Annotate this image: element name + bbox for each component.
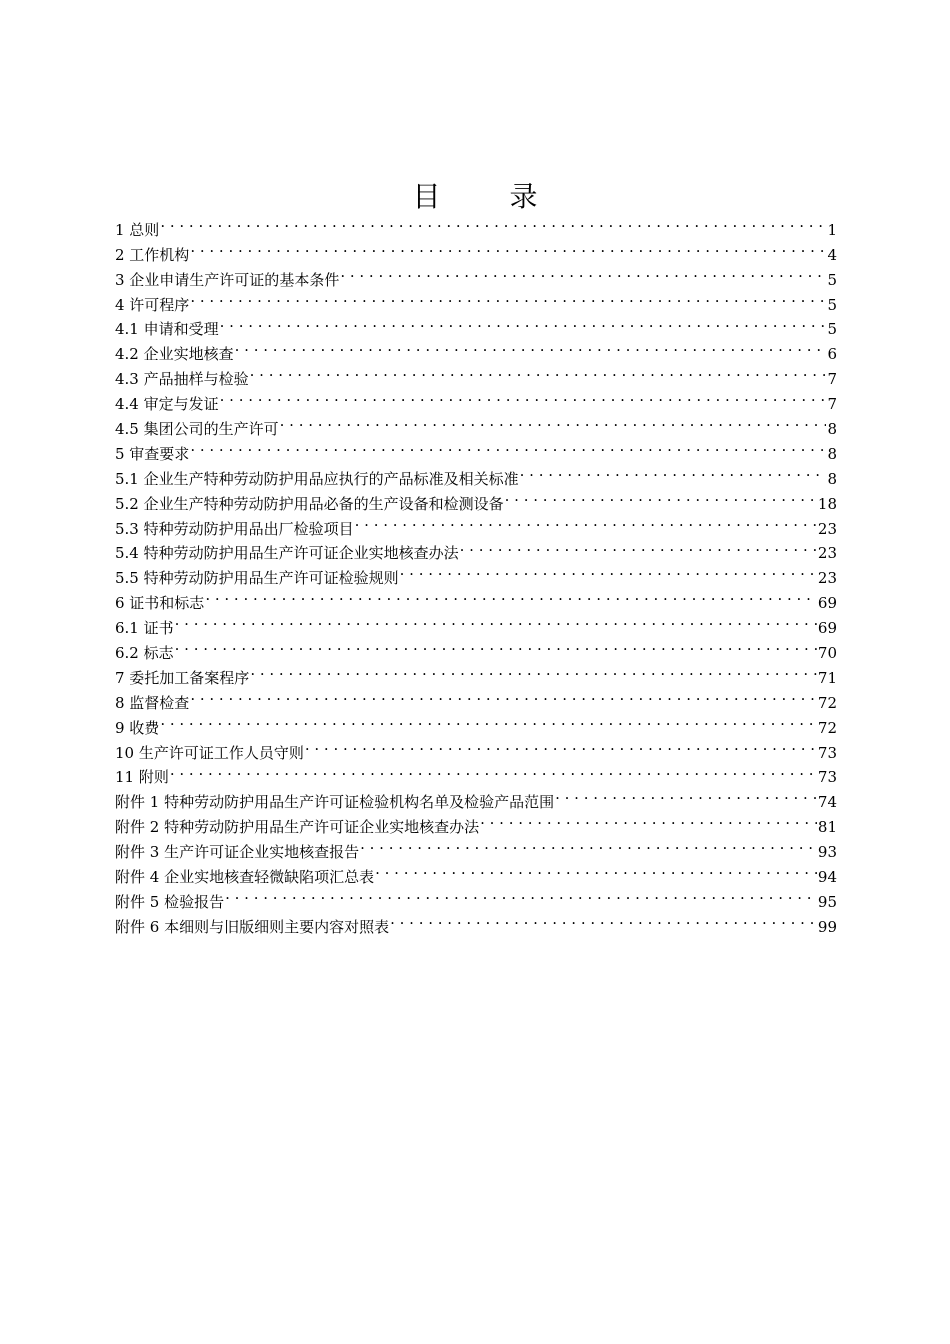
- toc-entry-page: 69: [817, 619, 837, 638]
- toc-entry-label: 11 附则: [115, 768, 169, 787]
- toc-entry-page: 72: [817, 718, 837, 737]
- toc-entry-page: 73: [817, 743, 837, 762]
- toc-entry-page: 93: [817, 843, 837, 862]
- toc-entry-page: 7: [827, 395, 837, 414]
- toc-entry-label: 9 收费: [115, 718, 160, 737]
- toc-entry[interactable]: [115, 758, 837, 787]
- toc-entry[interactable]: [115, 434, 837, 463]
- toc-entry-label: 6 证书和标志: [115, 594, 205, 613]
- toc-entry-page: 18: [817, 494, 837, 513]
- toc-entry-page: 8: [827, 420, 837, 439]
- toc-dot-leader: [360, 832, 817, 857]
- toc-dot-leader: [220, 384, 827, 409]
- toc-entry-label: 4.1 申请和受理: [115, 320, 219, 339]
- toc-dot-leader: [190, 683, 817, 708]
- table-of-contents: [115, 210, 837, 936]
- toc-entry[interactable]: [115, 334, 837, 364]
- toc-entry[interactable]: [115, 285, 837, 314]
- toc-entry-label: 4.3 产品抽样与检验: [115, 370, 249, 389]
- toc-dot-leader: [250, 658, 817, 683]
- toc-dot-leader: [190, 285, 826, 310]
- toc-entry-page: 94: [817, 868, 837, 887]
- toc-dot-leader: [170, 758, 817, 783]
- toc-entry-page: 7: [827, 370, 837, 389]
- toc-entry-label: 7 委托加工备案程序: [115, 668, 250, 687]
- toc-entry[interactable]: [115, 409, 837, 439]
- toc-dot-leader: [175, 608, 817, 633]
- toc-entry-page: 23: [817, 544, 837, 563]
- toc-entry[interactable]: [115, 235, 837, 264]
- toc-entry[interactable]: [115, 310, 837, 339]
- toc-entry-page: 70: [817, 644, 837, 663]
- toc-entry[interactable]: [115, 683, 837, 712]
- toc-entry-label: 5.3 特种劳动防护用品出厂检验项目: [115, 519, 354, 538]
- toc-entry-label: 10 生产许可证工作人员守则: [115, 743, 304, 762]
- toc-entry-label: 附件 6 本细则与旧版细则主要内容对照表: [115, 917, 390, 936]
- toc-entry-label: 2 工作机构: [115, 245, 190, 264]
- toc-dot-leader: [160, 210, 826, 235]
- toc-dot-leader: [375, 857, 817, 882]
- toc-dot-leader: [190, 434, 826, 459]
- toc-entry-label: 附件 1 特种劳动防护用品生产许可证检验机构名单及检验产品范围: [115, 793, 555, 812]
- toc-entry[interactable]: [115, 733, 837, 762]
- toc-entry-page: 5: [827, 295, 837, 314]
- toc-entry-label: 附件 4 企业实地核查轻微缺陷项汇总表: [115, 868, 375, 887]
- toc-entry[interactable]: [115, 459, 837, 488]
- toc-entry-label: 附件 3 生产许可证企业实地核查报告: [115, 843, 360, 862]
- toc-entry-page: 4: [827, 245, 837, 264]
- toc-dot-leader: [250, 359, 827, 384]
- toc-entry-page: 95: [817, 892, 837, 911]
- toc-entry[interactable]: [115, 260, 837, 289]
- toc-entry-label: 1 总则: [115, 220, 160, 239]
- toc-dot-leader: [225, 882, 817, 907]
- toc-dot-leader: [355, 509, 817, 534]
- toc-entry-label: 6.1 证书: [115, 619, 174, 638]
- toc-entry-label: 5.2 企业生产特种劳动防护用品必备的生产设备和检测设备: [115, 494, 504, 513]
- toc-dot-leader: [160, 708, 817, 733]
- toc-entry-page: 71: [817, 668, 837, 687]
- toc-entry-page: 99: [817, 917, 837, 936]
- toc-dot-leader: [460, 534, 817, 559]
- toc-dot-leader: [340, 260, 826, 285]
- toc-entry-label: 附件 2 特种劳动防护用品生产许可证企业实地核查办法: [115, 818, 480, 837]
- toc-dot-leader: [175, 633, 817, 658]
- toc-dot-leader: [505, 484, 817, 509]
- toc-entry-page: 23: [817, 569, 837, 588]
- toc-entry-page: 5: [827, 320, 837, 339]
- toc-entry-page: 8: [827, 469, 837, 488]
- toc-entry-page: 74: [817, 793, 837, 812]
- toc-entry-page: 23: [817, 519, 837, 538]
- toc-dot-leader: [400, 558, 817, 583]
- toc-dot-leader: [235, 334, 827, 359]
- toc-entry-label: 4.2 企业实地核查: [115, 345, 234, 364]
- toc-entry[interactable]: [115, 608, 837, 638]
- toc-entry-label: 5.5 特种劳动防护用品生产许可证检验规则: [115, 569, 399, 588]
- toc-entry[interactable]: [115, 633, 837, 663]
- toc-dot-leader: [480, 807, 817, 832]
- toc-entry-page: 81: [817, 818, 837, 837]
- toc-entry[interactable]: [115, 708, 837, 737]
- toc-dot-leader: [190, 235, 826, 260]
- toc-entry[interactable]: [115, 658, 837, 687]
- toc-entry-page: 72: [817, 693, 837, 712]
- toc-dot-leader: [520, 459, 827, 484]
- toc-entry-label: 3 企业申请生产许可证的基本条件: [115, 270, 340, 289]
- toc-entry-label: 8 监督检查: [115, 693, 190, 712]
- toc-entry[interactable]: [115, 583, 837, 613]
- toc-dot-leader: [205, 583, 817, 608]
- toc-entry-label: 5.4 特种劳动防护用品生产许可证企业实地核查办法: [115, 544, 459, 563]
- toc-entry-page: 6: [827, 345, 837, 364]
- toc-dot-leader: [280, 409, 827, 434]
- page-title: 目 录: [412, 179, 568, 213]
- toc-entry[interactable]: [115, 210, 837, 239]
- toc-dot-leader: [555, 782, 817, 807]
- toc-entry-label: 5 审查要求: [115, 444, 190, 463]
- toc-entry-label: 6.2 标志: [115, 644, 174, 663]
- toc-dot-leader: [220, 310, 827, 335]
- toc-entry-page: 5: [827, 270, 837, 289]
- toc-entry-label: 5.1 企业生产特种劳动防护用品应执行的产品标准及相关标准: [115, 469, 519, 488]
- toc-entry-label: 4.4 审定与发证: [115, 395, 219, 414]
- toc-entry[interactable]: [115, 782, 837, 812]
- toc-entry-page: 1: [827, 220, 837, 239]
- toc-entry-label: 4.5 集团公司的生产许可: [115, 420, 279, 439]
- toc-entry-page: 8: [827, 444, 837, 463]
- toc-entry-page: 69: [817, 594, 837, 613]
- toc-entry[interactable]: [115, 384, 837, 414]
- toc-entry-page: 73: [817, 768, 837, 787]
- toc-entry-label: 4 许可程序: [115, 295, 190, 314]
- toc-dot-leader: [305, 733, 817, 758]
- toc-entry-label: 附件 5 检验报告: [115, 892, 225, 911]
- toc-dot-leader: [390, 907, 817, 932]
